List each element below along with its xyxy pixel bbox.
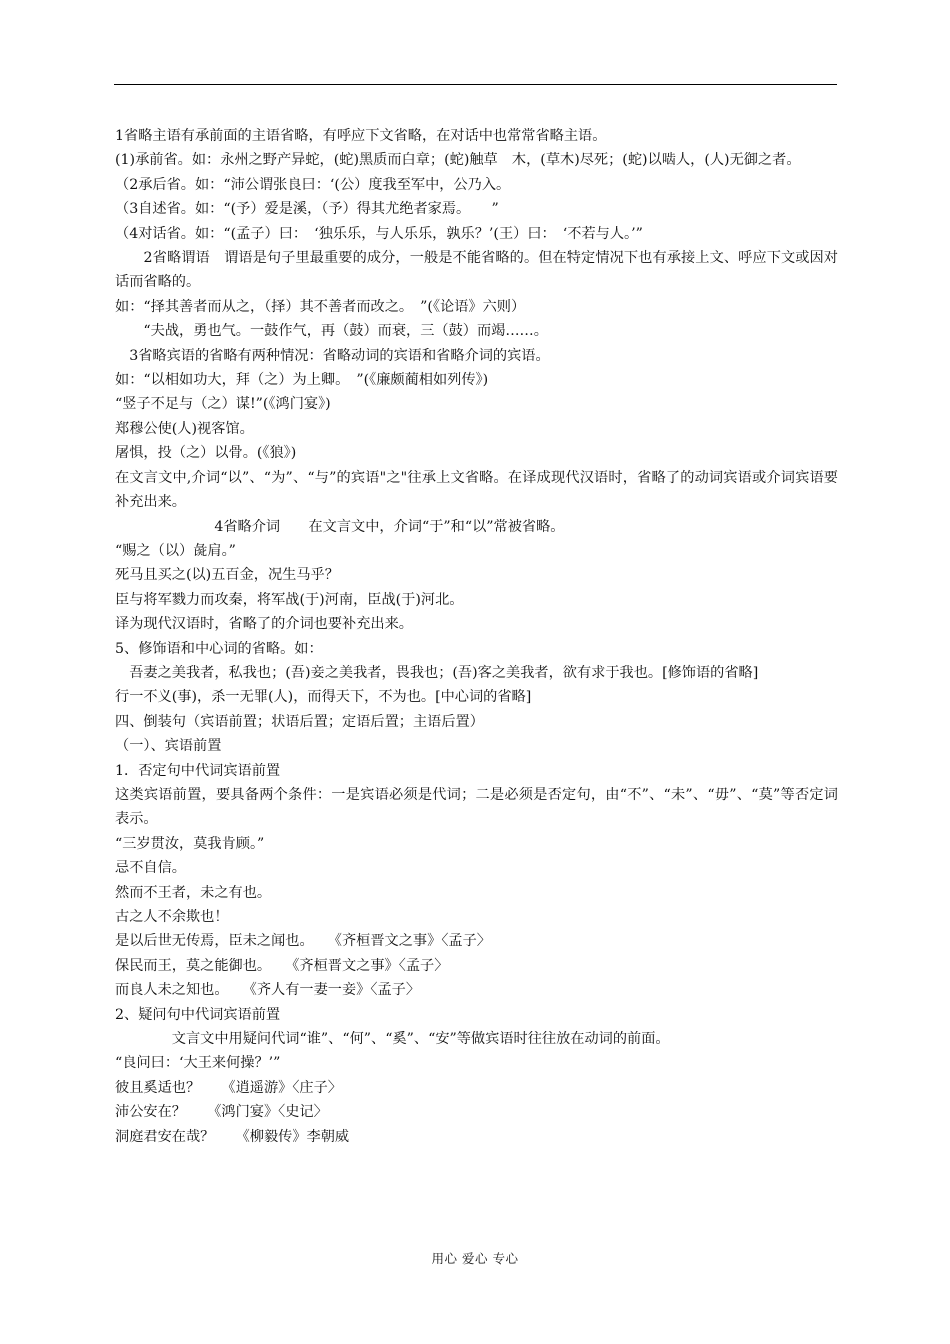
text-line: 沛公安在？ 《鸿门宴》〈史记〉 [115,1104,328,1121]
text-line: 郑穆公使(人)视客馆。 [115,420,254,437]
text-line: 四、倒装句（宾语前置；状语后置；定语后置；主语后置） [115,713,484,730]
page-footer: 用心 爱心 专心 [431,1251,519,1266]
text-line: “夫战，勇也气。一鼓作气，再（鼓）而衰，三（鼓）而竭……。 [115,323,548,340]
document-body [115,124,838,1149]
text-line: （2承后省。如：“沛公谓张良曰：‘(公）度我至军中，公乃入。 [115,176,511,193]
text-line: 1省略主语有承前面的主语省略，有呼应下文省略，在对话中也常常省略主语。 [115,128,607,144]
text-line: “三岁贯汝，莫我肯顾。” [115,835,265,852]
text-line: （4对话省。如：“(孟子）曰： ‘独乐乐，与人乐乐，孰乐？’(王）曰： ‘不若与人。’” [115,225,643,242]
text-line: （一）、宾语前置 [115,738,222,755]
text-line: 死马且买之(以)五百金，况生马乎？ [115,567,339,584]
text-line: 2、疑问句中代词宾语前置 [115,1006,281,1023]
text-line: 在文言文中,介词“以”、“为”、“与”的宾语"之"往承上文省略。在译成现代汉语时，省略了的动词宾语或介词宾语要补充出来。 [115,469,838,511]
text-line: 吾妻之美我者，私我也；(吾)妾之美我者，畏我也；(吾)客之美我者，欲有求于我也。[修饰语的省略] [115,664,759,681]
text-line: (1)承前省。如：永州之野产异蛇，(蛇)黑质而白章；(蛇)触草 木，(草木)尽死；(蛇)以啮人，(人)无御之者。 [115,152,801,169]
text-line: 4省略介词 在文言文中，介词“于”和“以”常被省略。 [115,518,565,535]
text-line: 3省略宾语的省略有两种情况：省略动词的宾语和省略介词的宾语。 [115,347,550,364]
text-line: 是以后世无传焉，臣未之闻也。 《齐桓晋文之事》〈孟子〉 [115,933,491,950]
text-line: 然而不王者，未之有也。 [115,884,272,901]
text-line: 如：“以相如功大，拜（之）为上卿。 ”(《廉颇蔺相如列传》) [115,372,489,389]
text-line: 屠惧，投（之）以骨。(《狼》) [115,445,297,462]
text-line: 古之人不余欺也！ [115,909,229,925]
text-line: 文言文中用疑问代词“谁”、“何”、“奚”、“安”等做宾语时往往放在动词的前面。 [115,1031,670,1048]
text-line: 洞庭君安在哉？ 《柳毅传》李朝威 [115,1128,350,1145]
text-line: 1．否定句中代词宾语前置 [115,762,281,779]
text-line: 如：“择其善者而从之，（择）其不善者而改之。 ”(《论语》六则） [115,298,526,315]
text-line: （3自述省。如：“(予）爱是溪，（予）得其尤绝者家焉。 ” [115,201,499,218]
text-line: “良问曰：‘大王来何操？’” [115,1055,281,1072]
text-line: 保民而王，莫之能御也。 《齐桓晋文之事》〈孟子〉 [115,957,449,974]
text-line: 5、修饰语和中心词的省略。如： [115,640,323,657]
text-line: 行一不义(事)，杀一无罪(人)，而得天下，不为也。[中心词的省略] [115,689,532,706]
text-line: 彼且奚适也？ 《逍遥游》〈庄子〉 [115,1079,342,1096]
text-line: 译为现代汉语时，省略了的介词也要补充出来。 [115,616,413,633]
text-line: 2省略谓语 谓语是句子里最重要的成分，一般是不能省略的。但在特定情况下也有承接上文、呼应下文或因对话而省略的。 [115,250,838,291]
text-line: 而良人未之知也。 《齐人有一妻一妾》〈孟子〉 [115,982,421,999]
text-line: “竖子不足与（之）谋!”(《鸿门宴》) [115,396,331,413]
text-line: 这类宾语前置，要具备两个条件：一是宾语必须是代词；二是必须是否定句，由“不”、“未”、“毋”、“莫”等否定词表示。 [115,786,838,828]
text-line: 臣与将军戮力而攻秦，将军战(于)河南，臣战(于)河北。 [115,591,464,608]
text-line: 忌不自信。 [115,860,186,877]
text-line: “赐之（以）彘肩。” [115,542,236,559]
header-rule [114,84,837,85]
